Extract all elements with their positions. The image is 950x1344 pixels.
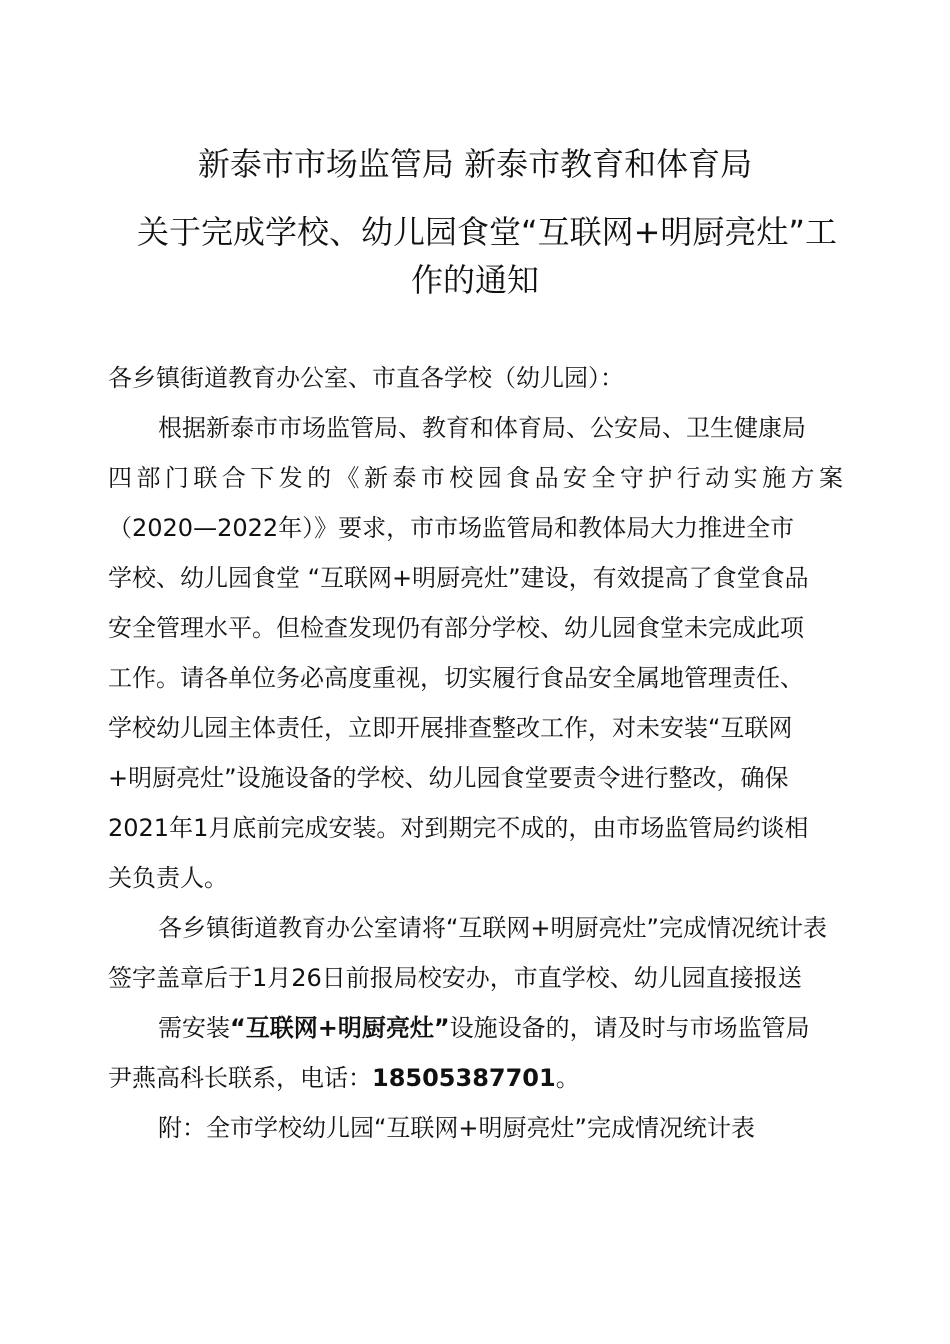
title-line-3: 作的通知 [410, 261, 539, 299]
paragraph1-line: 安全管理水平。但检查发现仍有部分学校、幼儿园食堂未完成此项 [108, 614, 804, 642]
paragraph1-line: 工作。请各单位务必高度重视，切实履行食品安全属地管理责任、 [108, 664, 804, 692]
paragraph1-line: 四部门联合下发的《新泰市校园食品安全守护行动实施方案 [108, 464, 843, 492]
paragraph1-line: 学校幼儿园主体责任，立即开展排查整改工作，对未安装“互联网 [108, 714, 793, 742]
paragraph2-line: 各乡镇街道教育办公室请将“互联网+明厨亮灶”完成情况统计表 [158, 914, 827, 942]
contact-end: 。 [555, 1064, 580, 1092]
paragraph3-line-1 [158, 1012, 810, 1044]
paragraph1-line: 关负责人。 [108, 864, 228, 892]
paragraph3-line-2 [108, 1062, 580, 1094]
paragraph3-text: 设施设备的，请及时与市场监管局 [449, 1014, 810, 1042]
paragraph1-line: 2021年1月底前完成安装。对到期完不成的，由市场监管局约谈相 [108, 814, 809, 842]
paragraph1-line: 根据新泰市市场监管局、教育和体育局、公安局、卫生健康局 [158, 414, 806, 442]
paragraph1-line: 学校、幼儿园食堂 “互联网+明厨亮灶”建设，有效提高了食堂食品 [108, 564, 809, 592]
paragraph1-line: +明厨亮灶”设施设备的学校、幼儿园食堂要责令进行整改，确保 [108, 764, 789, 792]
title-line-2: 关于完成学校、幼儿园食堂“互联网+明厨亮灶”工 [137, 213, 837, 251]
paragraph2-line: 签字盖章后于1月26日前报局校安办，市直学校、幼儿园直接报送 [108, 964, 802, 992]
salutation: 各乡镇街道教育办公室、市直各学校（幼儿园）： [108, 364, 624, 392]
attachment-line: 附：全市学校幼儿园“互联网+明厨亮灶”完成情况统计表 [158, 1114, 755, 1142]
paragraph3-text: 需安装 [158, 1014, 230, 1042]
paragraph1-line: （2020—2022年）》要求，市市场监管局和教体局大力推进全市 [108, 514, 795, 542]
title-line-1: 新泰市市场监管局 新泰市教育和体育局 [197, 145, 753, 183]
paragraph3-bold-text: “互联网+明厨亮灶” [230, 1014, 450, 1042]
contact-label: 尹燕高科长联系，电话： [108, 1064, 372, 1092]
phone-number: 18505387701 [372, 1064, 556, 1092]
